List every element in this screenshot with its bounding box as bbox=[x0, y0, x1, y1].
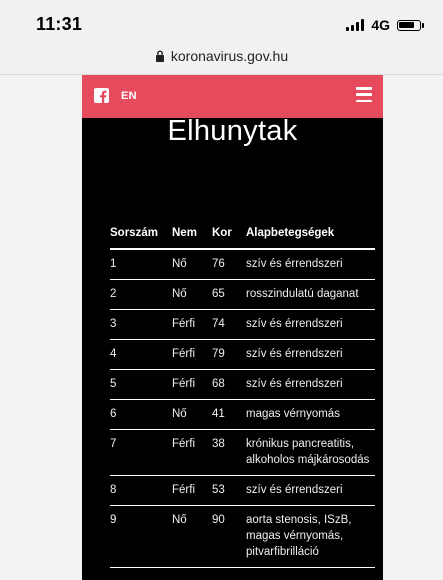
cell-age: 53 bbox=[212, 476, 246, 506]
cell-age: 90 bbox=[212, 506, 246, 568]
cell-conditions: magas vérnyomás bbox=[246, 400, 375, 430]
cell-number: 7 bbox=[110, 430, 172, 476]
cell-sex: Férfi bbox=[172, 476, 212, 506]
cell-number: 9 bbox=[110, 506, 172, 568]
column-header-number: Sorszám bbox=[110, 227, 172, 249]
facebook-icon[interactable] bbox=[94, 88, 109, 103]
cell-age: 79 bbox=[212, 340, 246, 370]
table-row bbox=[110, 430, 375, 476]
status-bar bbox=[0, 0, 443, 44]
cell-age: 74 bbox=[212, 310, 246, 340]
url-text: koronavirus.gov.hu bbox=[170, 48, 289, 64]
lock-icon bbox=[155, 50, 165, 62]
deaths-table bbox=[110, 227, 375, 568]
table-row bbox=[110, 370, 375, 400]
language-switch-link[interactable]: EN bbox=[121, 90, 137, 102]
cellular-signal-icon bbox=[346, 19, 364, 31]
cell-sex: Nő bbox=[172, 506, 212, 568]
cell-age: 41 bbox=[212, 400, 246, 430]
cell-number: 3 bbox=[110, 310, 172, 340]
battery-icon bbox=[397, 20, 421, 31]
table-row bbox=[110, 310, 375, 340]
cell-sex: Férfi bbox=[172, 340, 212, 370]
cell-conditions: szív és érrendszeri bbox=[246, 476, 375, 506]
column-header-age: Kor bbox=[212, 227, 246, 249]
cell-number: 4 bbox=[110, 340, 172, 370]
table-row bbox=[110, 476, 375, 506]
cell-age: 65 bbox=[212, 280, 246, 310]
column-header-sex: Nem bbox=[172, 227, 212, 249]
cell-sex: Nő bbox=[172, 249, 212, 280]
table-row bbox=[110, 340, 375, 370]
cell-conditions: szív és érrendszeri bbox=[246, 310, 375, 340]
status-time: 11:31 bbox=[36, 14, 83, 34]
web-page bbox=[82, 75, 383, 580]
cell-conditions: szív és érrendszeri bbox=[246, 340, 375, 370]
cell-number: 2 bbox=[110, 280, 172, 310]
cell-sex: Nő bbox=[172, 400, 212, 430]
cell-age: 68 bbox=[212, 370, 246, 400]
cell-sex: Férfi bbox=[172, 370, 212, 400]
browser-address-bar[interactable] bbox=[0, 44, 443, 75]
cell-age: 38 bbox=[212, 430, 246, 476]
cell-sex: Férfi bbox=[172, 430, 212, 476]
table-row bbox=[110, 400, 375, 430]
page-title: Elhunytak bbox=[167, 115, 298, 147]
cell-number: 8 bbox=[110, 476, 172, 506]
hamburger-menu-icon[interactable] bbox=[356, 87, 372, 102]
cell-sex: Nő bbox=[172, 280, 212, 310]
url-display[interactable] bbox=[0, 48, 443, 64]
cell-number: 1 bbox=[110, 249, 172, 280]
cell-conditions: szív és érrendszeri bbox=[246, 370, 375, 400]
status-indicators bbox=[346, 17, 421, 33]
table-row bbox=[110, 280, 375, 310]
table-row bbox=[110, 249, 375, 280]
cell-age: 76 bbox=[212, 249, 246, 280]
facebook-glyph-icon bbox=[94, 88, 109, 103]
cell-number: 6 bbox=[110, 400, 172, 430]
table-header-row bbox=[110, 227, 375, 249]
cell-number: 5 bbox=[110, 370, 172, 400]
network-type: 4G bbox=[371, 17, 390, 33]
column-header-conditions: Alapbetegségek bbox=[246, 227, 375, 249]
cell-conditions: szív és érrendszeri bbox=[246, 249, 375, 280]
battery-level-fill bbox=[399, 22, 414, 28]
cell-conditions: rosszindulatú daganat bbox=[246, 280, 375, 310]
site-header bbox=[82, 75, 383, 118]
cell-sex: Férfi bbox=[172, 310, 212, 340]
cell-conditions: aorta stenosis, ISzB, magas vérnyomás, pitvarfibrilláció bbox=[246, 506, 375, 568]
table-row bbox=[110, 506, 375, 568]
cell-conditions: krónikus pancreatitis, alkoholos májkárosodás bbox=[246, 430, 375, 476]
